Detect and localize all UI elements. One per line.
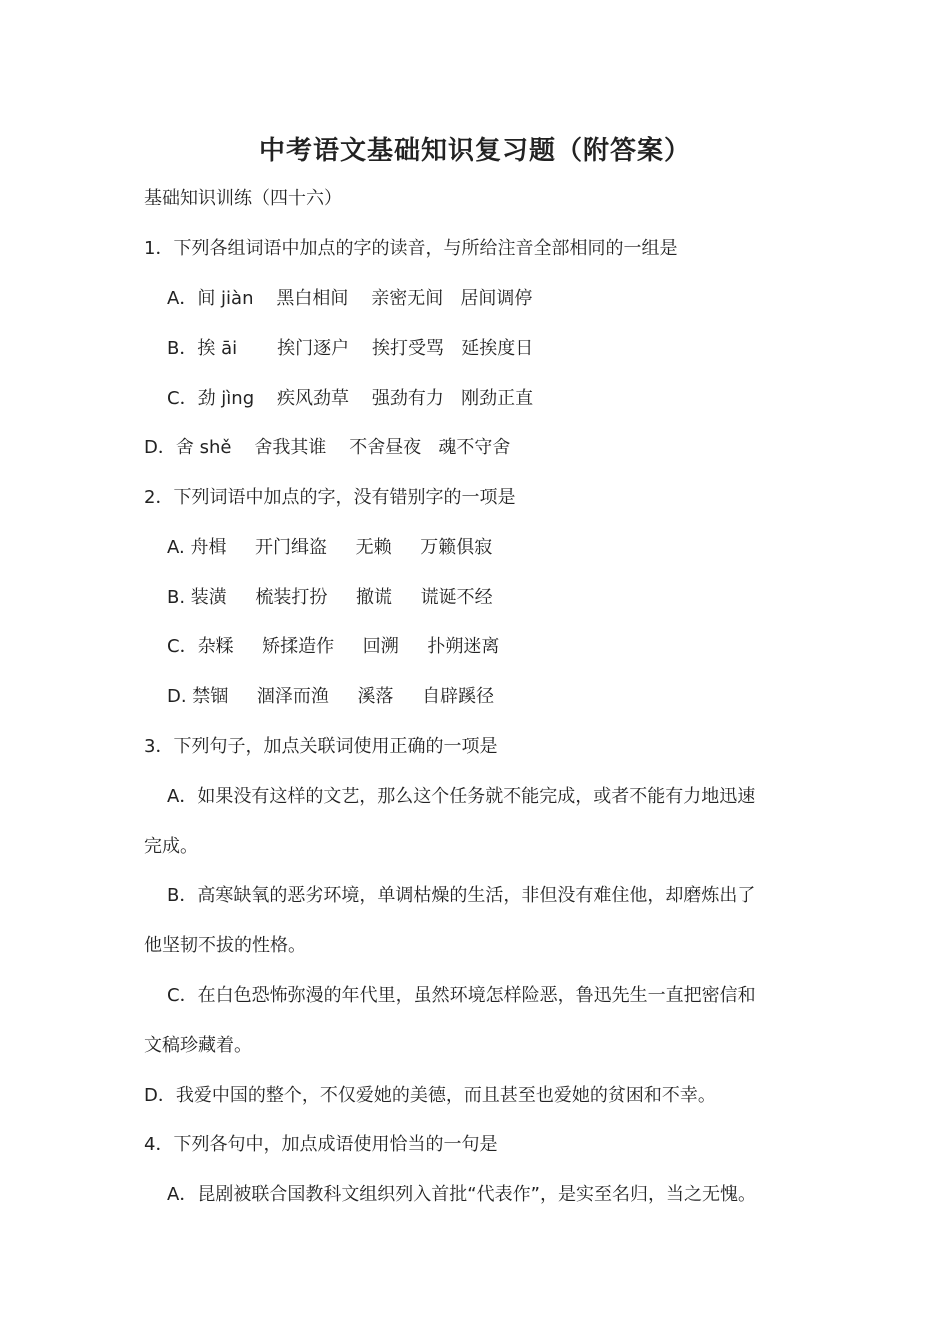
q2-option-d: D. 禁锢 涸泽而渔 溪落 自辟蹊径 <box>167 686 495 707</box>
document-title: 中考语文基础知识复习题（附答案） <box>258 136 691 166</box>
section-heading: 基础知识训练（四十六） <box>144 188 342 209</box>
q2-option-a: A. 舟楫 开门缉盗 无赖 万籁俱寂 <box>167 537 493 558</box>
q1-option-b: B．挨 āi 挨门逐户 挨打受骂 延挨度日 <box>167 338 534 359</box>
q3-option-b: B．高寒缺氧的恶劣环境，单调枯燥的生活，非但没有难住他，却磨炼出了 <box>167 885 756 906</box>
q3-option-a: A．如果没有这样的文艺，那么这个任务就不能完成，或者不能有力地迅速 <box>167 786 756 807</box>
question-2: 2．下列词语中加点的字，没有错别字的一项是 <box>144 487 516 508</box>
q1-option-a: A．间 jiàn 黑白相间 亲密无间 居间调停 <box>167 288 533 309</box>
question-1: 1．下列各组词语中加点的字的读音，与所给注音全部相同的一组是 <box>144 238 678 259</box>
q2-option-c: C．杂糅 矫揉造作 回溯 扑朔迷离 <box>167 636 500 657</box>
q1-option-c: C．劲 jìng 疾风劲草 强劲有力 刚劲正直 <box>167 388 534 409</box>
q3-option-b-cont: 他坚韧不拔的性格。 <box>144 935 306 956</box>
q4-option-a: A．昆剧被联合国教科文组织列入首批“代表作”，是实至名归，当之无愧。 <box>167 1184 756 1205</box>
q3-option-a-cont: 完成。 <box>144 836 198 857</box>
question-3: 3．下列句子，加点关联词使用正确的一项是 <box>144 736 498 757</box>
q1-option-d: D．舍 shě 舍我其谁 不舍昼夜 魂不守舍 <box>144 437 511 458</box>
q3-option-c-cont: 文稿珍藏着。 <box>144 1035 252 1056</box>
q2-option-b: B. 装潢 梳装打扮 撤谎 谎诞不经 <box>167 587 493 608</box>
q3-option-d: D．我爱中国的整个，不仅爱她的美德，而且甚至也爱她的贫困和不幸。 <box>144 1085 716 1106</box>
question-4: 4．下列各句中，加点成语使用恰当的一句是 <box>144 1134 498 1155</box>
q3-option-c: C．在白色恐怖弥漫的年代里，虽然环境怎样险恶，鲁迅先生一直把密信和 <box>167 985 756 1006</box>
